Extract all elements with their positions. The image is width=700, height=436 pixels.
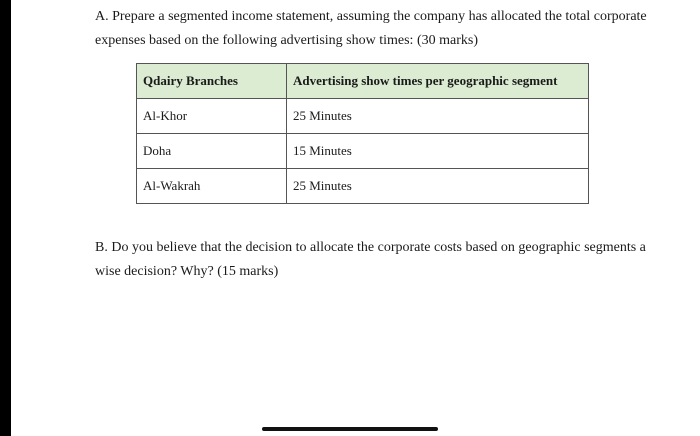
time-cell: 25 Minutes [287, 169, 589, 204]
header-branches: Qdairy Branches [137, 64, 287, 99]
branch-cell: Doha [137, 134, 287, 169]
branch-cell: Al-Wakrah [137, 169, 287, 204]
table-row [137, 169, 589, 204]
table-row [137, 134, 589, 169]
time-cell: 15 Minutes [287, 134, 589, 169]
advertising-table [136, 63, 589, 204]
table-header-row [137, 64, 589, 99]
home-indicator-bar[interactable] [262, 427, 438, 431]
header-advertising-times: Advertising show times per geographic segment [287, 64, 589, 99]
question-a-text: A. Prepare a segmented income statement, assuming the company has allocated the total corporate expenses based on the following advertising show times: (30 marks) [95, 9, 647, 48]
branch-cell: Al-Khor [137, 99, 287, 134]
time-cell: 25 Minutes [287, 99, 589, 134]
table-row [137, 99, 589, 134]
left-black-edge [0, 0, 11, 436]
question-b-text: B. Do you believe that the decision to allocate the corporate costs based on geographic segments a wise decision? Why? (15 marks) [95, 240, 646, 279]
